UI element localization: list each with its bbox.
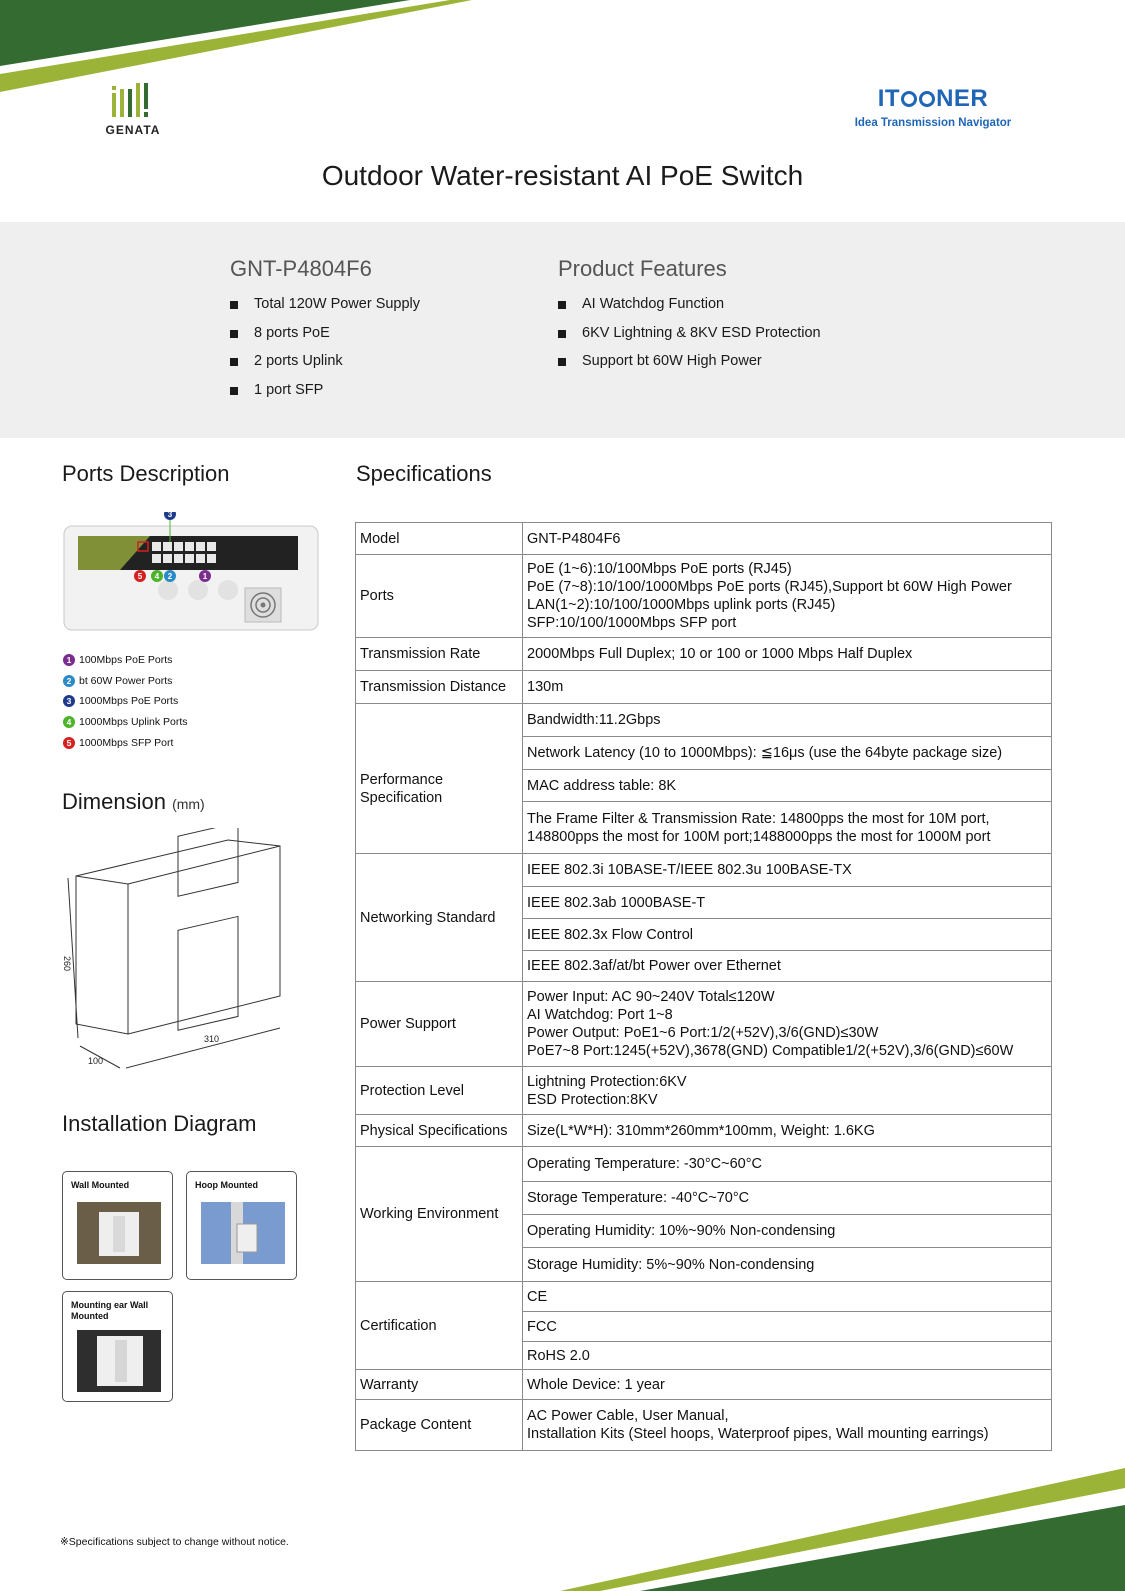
table-row [356,1147,1052,1182]
mounting-ear-card [62,1291,173,1402]
wall-mounted-photo [77,1202,161,1264]
dimension-depth-label: 100 [88,1056,104,1066]
spec-label: Package Content [356,1400,523,1451]
table-row [356,854,1052,887]
table-row [356,1115,1052,1147]
model-heading: GNT-P4804F6 [230,256,372,281]
dimension-width-label: 310 [204,1034,220,1044]
table-row [356,555,1052,638]
table-row [356,1400,1052,1451]
spec-label: Model [356,523,523,555]
spec-value: 130m [523,671,1052,704]
spec-value: IEEE 802.3ab 1000BASE-T [523,887,1052,919]
list-item: 2 ports Uplink [230,353,420,382]
dimension-heading [62,789,205,815]
spec-label: Ports [356,555,523,638]
spec-value: Network Latency (10 to 1000Mbps): ≦16μs (use the 64byte package size) [523,737,1052,770]
logo-letters-it: IT [877,85,901,112]
list-item: Total 120W Power Supply [230,296,420,325]
product-feature-list [558,296,821,382]
spec-value: PoE (1~6):10/100Mbps PoE ports (RJ45) PoE (7~8):10/100/1000Mbps PoE ports (RJ45),Support bt 60W High Power LAN(1~2):10/100/1000Mbps uplink ports (RJ45) SFP:10/100/1000Mbps SFP port [523,555,1052,638]
spec-value: Power Input: AC 90~240V Total≤120W AI Watchdog: Port 1~8 Power Output: PoE1~6 Port:1/2(+52V),3/6(GND)≤30W PoE7~8 Port:1245(+52V),3678(GND) Compatible1/2(+52V),3/6(GND)≤60W [523,982,1052,1067]
spec-value: Size(L*W*H): 310mm*260mm*100mm, Weight: 1.6KG [523,1115,1052,1147]
spec-value: Operating Humidity: 10%~90% Non-condensing [523,1215,1052,1248]
legend-item [63,712,188,733]
logo-letters-ner: NER [936,85,989,112]
legend-label: 1000Mbps PoE Ports [79,695,179,708]
dimension-height-label: 260 [62,956,72,972]
mounting-ear-photo [77,1330,161,1392]
list-item: 8 ports PoE [230,325,420,354]
genata-logo [98,83,168,138]
hoop-mounted-card [186,1171,297,1280]
svg-text:3: 3 [167,512,173,519]
legend-label: bt 60W Power Ports [79,674,173,687]
svg-text:1: 1 [202,572,208,581]
legend-number-badge: 2 [63,675,75,687]
switch-front-image [60,512,322,634]
table-row [356,1370,1052,1400]
legend-label: 1000Mbps SFP Port [79,736,174,749]
spec-label: Certification [356,1282,523,1370]
spec-value: Whole Device: 1 year [523,1370,1052,1400]
itooner-tagline: Idea Transmission Navigator [854,117,1012,129]
dimension-drawing [58,828,288,1076]
spec-value: IEEE 802.3af/at/bt Power over Ethernet [523,951,1052,982]
legend-number-badge: 4 [63,716,75,728]
model-feature-list [230,296,420,410]
spec-label: Networking Standard [356,854,523,982]
dimension-heading-text: Dimension [62,789,166,814]
legend-item [63,650,188,671]
genata-logo-text: GENATA [105,123,161,137]
logo-ring-icon [901,91,917,107]
specifications-table [355,522,1052,1451]
spec-value: GNT-P4804F6 [523,523,1052,555]
genata-logo-mark-icon [112,83,152,117]
legend-item [63,732,188,753]
legend-number-badge: 3 [63,695,75,707]
spec-value: MAC address table: 8K [523,770,1052,802]
hoop-mounted-photo [201,1202,285,1264]
table-row [356,523,1052,555]
spec-label: Working Environment [356,1147,523,1282]
legend-item [63,671,188,692]
spec-label: Performance Specification [356,704,523,854]
spec-value: Bandwidth:11.2Gbps [523,704,1052,737]
table-row [356,982,1052,1067]
legend-label: 100Mbps PoE Ports [79,654,173,667]
dimension-unit: (mm) [172,796,205,812]
list-item: 6KV Lightning & 8KV ESD Protection [558,325,821,354]
features-column [558,256,821,382]
table-row [356,1282,1052,1312]
svg-text:4: 4 [154,572,160,581]
spec-value: IEEE 802.3i 10BASE-T/IEEE 802.3u 100BASE-TX [523,854,1052,887]
card-label: Wall Mounted [71,1180,130,1190]
features-heading: Product Features [558,256,727,281]
feature-band [0,222,1125,438]
spec-value: The Frame Filter & Transmission Rate: 14800pps the most for 10M port, 148800pps the most for 100M port;1488000pps the most for 1000M port [523,802,1052,854]
wall-mounted-card [62,1171,173,1280]
spec-label: Physical Specifications [356,1115,523,1147]
installation-heading: Installation Diagram [62,1111,257,1136]
spec-label: Transmission Distance [356,671,523,704]
card-label: Mounting ear Wall Mounted [71,1300,149,1321]
legend-item [63,691,188,712]
spec-value: Lightning Protection:6KV ESD Protection:8KV [523,1067,1052,1115]
spec-value: IEEE 802.3x Flow Control [523,919,1052,951]
legend-number-badge: 5 [63,737,75,749]
spec-label: Warranty [356,1370,523,1400]
table-row [356,671,1052,704]
card-label: Hoop Mounted [195,1180,258,1190]
table-row [356,638,1052,671]
svg-text:5: 5 [137,572,143,581]
table-row [356,1067,1052,1115]
spec-value: AC Power Cable, User Manual, Installation Kits (Steel hoops, Waterproof pipes, Wall mounting earrings) [523,1400,1052,1451]
list-item: 1 port SFP [230,382,420,411]
specifications-heading: Specifications [356,461,492,486]
table-row [356,704,1052,737]
itooner-logo-text [838,85,1028,113]
spec-label: Protection Level [356,1067,523,1115]
spec-label: Transmission Rate [356,638,523,671]
itooner-logo [838,85,1028,135]
spec-value: 2000Mbps Full Duplex; 10 or 100 or 1000 Mbps Half Duplex [523,638,1052,671]
spec-value: FCC [523,1312,1052,1342]
model-column [230,256,420,410]
footer-note: ※Specifications subject to change without notice. [60,1536,289,1548]
spec-value: RoHS 2.0 [523,1342,1052,1370]
spec-value: Storage Temperature: -40°C~70°C [523,1182,1052,1215]
legend-label: 1000Mbps Uplink Ports [79,716,188,729]
logo-ring-icon [919,91,935,107]
page-title: Outdoor Water-resistant AI PoE Switch [321,160,804,191]
legend-number-badge: 1 [63,654,75,666]
list-item: Support bt 60W High Power [558,353,821,382]
spec-value: CE [523,1282,1052,1312]
ports-description-heading: Ports Description [62,461,230,486]
svg-text:2: 2 [167,572,173,581]
ports-legend [63,650,188,753]
spec-value: Operating Temperature: -30°C~60°C [523,1147,1052,1182]
list-item: AI Watchdog Function [558,296,821,325]
spec-label: Power Support [356,982,523,1067]
spec-value: Storage Humidity: 5%~90% Non-condensing [523,1248,1052,1282]
